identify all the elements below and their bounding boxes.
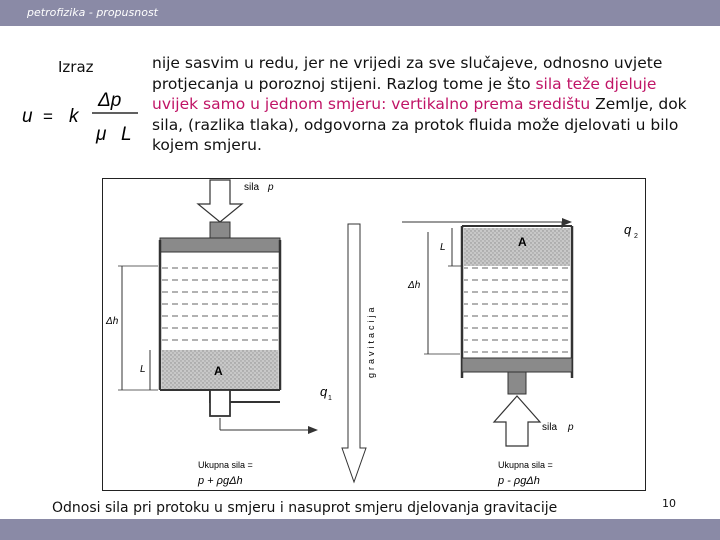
- formula-lhs: u: [22, 106, 33, 127]
- formula-equals: =: [43, 107, 53, 126]
- left-piston-head: [160, 238, 280, 252]
- right-sample: [464, 228, 570, 266]
- formula-k: k: [69, 106, 79, 127]
- permeability-formula: [22, 84, 142, 150]
- right-piston-head: [462, 358, 572, 372]
- figure-caption: Odnosi sila pri protoku u smjeru i nasuprot smjeru djelovanja gravitacije: [52, 500, 558, 516]
- formula-mu: μ: [96, 124, 107, 145]
- left-piston-rod: [210, 222, 230, 240]
- left-force-var: p: [268, 182, 274, 193]
- paragraph-part2: Zemlje, dok sila, (razlika tlaka), odgovorna za protok fluida može djelovati u bilo kojem smjeru.: [152, 95, 687, 155]
- gravity-label: gravitacija: [366, 304, 376, 378]
- left-force-label: sila: [244, 182, 260, 193]
- page-number: 10: [662, 497, 676, 510]
- formula-numerator: Δp: [98, 90, 122, 111]
- left-total-expr: p + ρgΔh: [198, 475, 243, 487]
- force-diagram: [102, 178, 646, 491]
- izraz-label: Izraz: [58, 58, 94, 76]
- right-sample-label: A: [518, 235, 527, 249]
- header-title: petrofizika - propusnost: [27, 6, 158, 19]
- right-q-label: q: [624, 222, 632, 237]
- right-dh-label: Δh: [408, 280, 421, 291]
- left-L-label: L: [140, 364, 146, 375]
- right-piston-rod: [508, 372, 526, 394]
- left-outlet: [210, 390, 230, 416]
- right-fluid: [464, 266, 570, 358]
- right-total-expr: p - ρgΔh: [498, 475, 540, 487]
- paragraph-part1: nije sasvim u redu, jer ne vrijedi za sve slučajeve, odnosno uvjete protjecanja u poroznoj stijeni. Razlog tome je što: [152, 54, 663, 93]
- header-bar: [0, 0, 720, 26]
- left-q-sub: 1: [328, 395, 332, 402]
- formula-L: L: [121, 124, 132, 145]
- left-dh-label: Δh: [106, 316, 119, 327]
- right-force-var: p: [568, 422, 574, 433]
- left-sample-label: A: [214, 364, 223, 378]
- left-fluid: [162, 266, 278, 350]
- paragraph-highlight: sila teže djeluje uvijek samo u jednom smjeru: vertikalno prema središtu: [152, 74, 657, 114]
- right-total-label: Ukupna sila =: [498, 460, 553, 470]
- left-q-label: q: [320, 384, 328, 399]
- left-total-label: Ukupna sila =: [198, 460, 253, 470]
- explanation-paragraph: [152, 53, 692, 156]
- footer-bar: [0, 519, 720, 540]
- right-q-sub: 2: [634, 233, 638, 240]
- right-force-label: sila: [542, 422, 558, 433]
- right-L-label: L: [440, 242, 446, 253]
